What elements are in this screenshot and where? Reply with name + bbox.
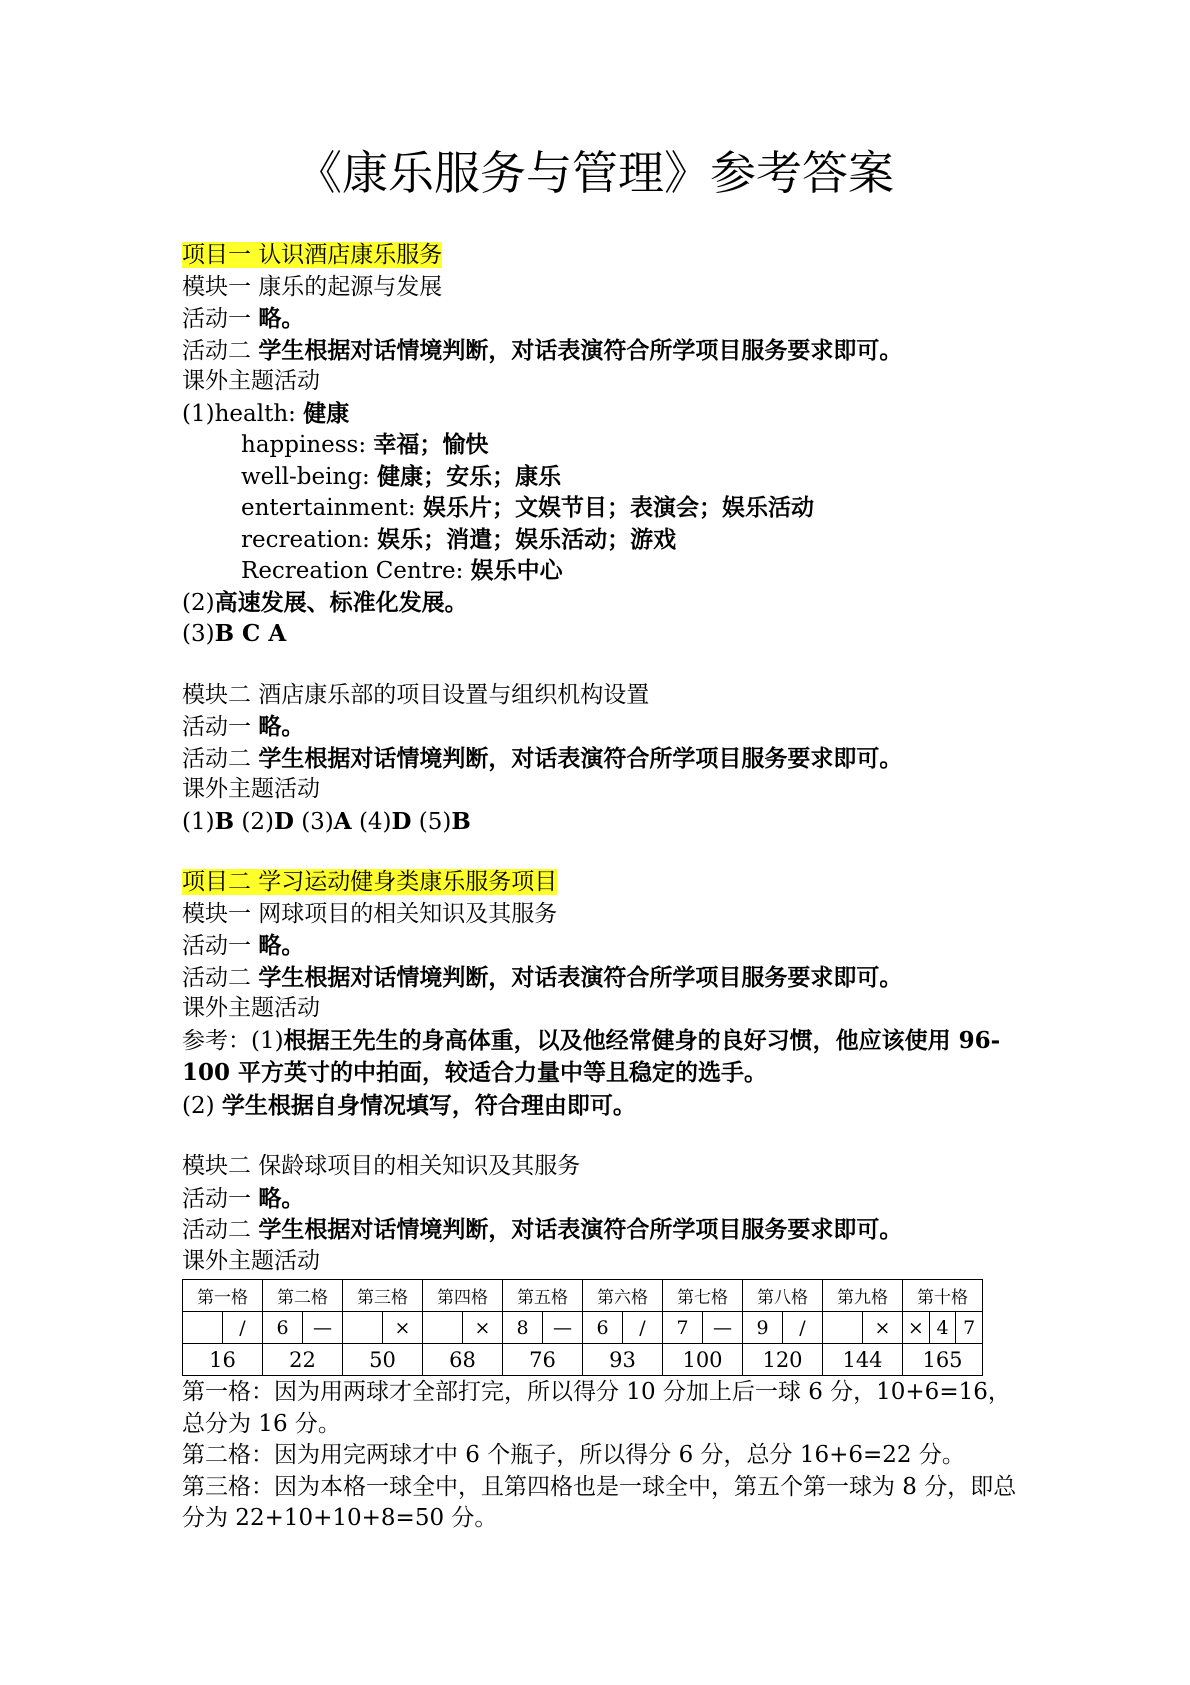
p2-module-2-title: 模块二 保龄球项目的相关知识及其服务 xyxy=(182,1153,581,1179)
ball-cell: × xyxy=(863,1312,903,1344)
reference-text: 根据王先生的身高体重，以及他经常健身的良好习惯，他应该使用 96-100 平方英寸的中拍面，较适合力量中等且稳定的选手。 xyxy=(182,1026,1001,1086)
ball-cell: 4 xyxy=(929,1312,956,1343)
ball-cell: — xyxy=(303,1312,343,1344)
answer-text: 高速发展、标准化发展。 xyxy=(214,588,468,616)
ball-cell: × xyxy=(383,1312,423,1344)
term-zh: 健康 xyxy=(303,399,350,427)
score-cell: 93 xyxy=(583,1344,663,1376)
term-line xyxy=(182,524,1022,556)
cumulative-score-row xyxy=(183,1344,1063,1376)
question-number: (2) xyxy=(182,1092,222,1119)
activity-answer: 学生根据对话情境判断，对话表演符合所学项目服务要求即可。 xyxy=(258,1216,903,1243)
term-zh: 娱乐中心 xyxy=(470,557,563,584)
explanation-paragraph: 第二格：因为用完两球才中 6 个瓶子，所以得分 6 分，总分 16+6=22 分。 xyxy=(182,1442,965,1468)
frame-header: 第五格 xyxy=(503,1280,583,1312)
activity-answer: 略。 xyxy=(258,713,305,740)
question-number: (2) xyxy=(234,808,274,835)
term-en: recreation: xyxy=(241,526,378,553)
frame-header: 第四格 xyxy=(423,1280,503,1312)
ball-cell: 9 xyxy=(743,1312,783,1344)
question-number: (5) xyxy=(411,808,452,835)
score-cell: 120 xyxy=(743,1344,823,1376)
answer-letter: A xyxy=(333,807,352,835)
score-cell: 68 xyxy=(423,1344,503,1376)
p1-module-2-title: 模块二 酒店康乐部的项目设置与组织机构设置 xyxy=(182,681,650,708)
answer-letter: B xyxy=(451,807,471,835)
ball-cell: 8 xyxy=(503,1312,543,1344)
score-cell: 16 xyxy=(183,1344,263,1376)
frame-header: 第二格 xyxy=(263,1280,343,1312)
project-1-heading xyxy=(182,240,1022,272)
term-en: well-being: xyxy=(241,463,378,490)
document-title: 《康乐服务与管理》参考答案 xyxy=(296,146,894,200)
answer-text: B C A xyxy=(214,620,287,647)
activity-answer: 略。 xyxy=(258,305,305,332)
activity-answer: 略。 xyxy=(258,932,305,959)
answer-letter: D xyxy=(391,807,412,835)
ball-cell: 6 xyxy=(263,1312,303,1344)
p2-module-1-title: 模块一 网球项目的相关知识及其服务 xyxy=(182,900,558,927)
p2-m1-activity-2 xyxy=(182,962,1022,994)
term-zh: 健康；安乐；康乐 xyxy=(377,462,562,490)
score-cell: 22 xyxy=(263,1344,343,1376)
bowling-score-table xyxy=(182,1279,1063,1376)
term-zh: 幸福；愉快 xyxy=(373,431,489,458)
p2-m2-extra-activity: 课外主题活动 xyxy=(182,1247,320,1274)
term-en: Recreation Centre: xyxy=(241,558,471,584)
tenth-frame-balls xyxy=(903,1312,983,1344)
p1-m1-q2 xyxy=(182,587,1022,619)
frame-header-row xyxy=(183,1280,1063,1312)
explanation-paragraph: 第一格：因为用两球才全部打完，所以得分 10 分加上后一球 6 分，10+6=16，总分为 16 分。 xyxy=(182,1379,1011,1437)
question-number: (4) xyxy=(351,808,392,835)
document-body xyxy=(182,240,1022,1535)
p1-m2-activity-2 xyxy=(182,743,1022,775)
term-en: health: xyxy=(214,400,304,427)
frame-header: 第一格 xyxy=(183,1280,263,1312)
question-number: (1) xyxy=(182,400,215,427)
project-2-heading-text: 项目二 学习运动健身类康乐服务项目 xyxy=(182,869,558,895)
frame-header: 第八格 xyxy=(743,1280,823,1312)
p1-m2-activity-1 xyxy=(182,711,1022,743)
activity-label: 活动一 xyxy=(182,714,259,740)
ball-cell xyxy=(423,1312,463,1344)
term-line xyxy=(182,461,1022,493)
ball-cell: / xyxy=(223,1312,263,1344)
activity-answer: 略。 xyxy=(258,1184,305,1212)
p2-m1-activity-1 xyxy=(182,930,1022,962)
p1-m2-extra-activity: 课外主题活动 xyxy=(182,776,320,802)
activity-label: 活动一 xyxy=(182,306,259,332)
activity-label: 活动二 xyxy=(182,337,259,364)
ball-cell: × xyxy=(907,1316,924,1339)
p1-m1-activity-2 xyxy=(182,335,1022,367)
p1-m1-activity-1 xyxy=(182,303,1022,335)
ball-cell: / xyxy=(623,1312,663,1344)
question-number: (3) xyxy=(182,621,215,647)
activity-answer: 学生根据对话情境判断，对话表演符合所学项目服务要求即可。 xyxy=(258,744,903,772)
score-cell: 100 xyxy=(663,1344,743,1376)
p2-m2-activity-2 xyxy=(182,1214,1022,1246)
activity-answer: 学生根据对话情境判断，对话表演符合所学项目服务要求即可。 xyxy=(258,963,903,991)
term-en: entertainment: xyxy=(241,495,423,521)
term-line xyxy=(182,398,1022,430)
p1-module-1-title: 模块一 康乐的起源与发展 xyxy=(182,273,443,300)
p1-m1-q3 xyxy=(182,618,1022,650)
p2-m1-reference xyxy=(182,1025,1022,1090)
question-number: (3) xyxy=(293,808,334,835)
term-zh: 娱乐；消遣；娱乐活动；游戏 xyxy=(377,525,677,553)
frame-header: 第七格 xyxy=(663,1280,743,1312)
ball-cell: — xyxy=(543,1312,583,1344)
activity-label: 活动二 xyxy=(182,964,259,991)
term-line xyxy=(182,555,1022,587)
p2-m2-activity-1 xyxy=(182,1183,1022,1215)
term-en: happiness: xyxy=(241,432,374,458)
frame-header: 第十格 xyxy=(903,1280,983,1312)
p1-m2-answers xyxy=(182,806,1022,838)
ball-cell: / xyxy=(783,1312,823,1344)
activity-label: 活动二 xyxy=(182,745,259,772)
ball-cell xyxy=(183,1312,223,1344)
ball-marks-row xyxy=(183,1312,1063,1344)
question-number: (2) xyxy=(182,589,215,616)
question-number: (1) xyxy=(182,808,215,835)
activity-answer: 学生根据对话情境判断，对话表演符合所学项目服务要求即可。 xyxy=(258,336,903,364)
term-line xyxy=(182,429,1022,461)
ball-cell: 7 xyxy=(663,1312,703,1344)
p1-m1-extra-activity: 课外主题活动 xyxy=(182,368,320,394)
reference-prefix: 参考：(1) xyxy=(182,1027,284,1054)
frame-header: 第六格 xyxy=(583,1280,663,1312)
ball-cell: × xyxy=(463,1312,503,1344)
p2-m1-extra-activity: 课外主题活动 xyxy=(182,995,320,1021)
score-cell: 144 xyxy=(823,1344,903,1376)
frame-header: 第三格 xyxy=(343,1280,423,1312)
term-zh: 娱乐片；文娱节目；表演会；娱乐活动 xyxy=(422,494,814,521)
answer-text: 学生根据自身情况填写，符合理由即可。 xyxy=(221,1091,636,1119)
frame-header: 第九格 xyxy=(823,1280,903,1312)
activity-label: 活动二 xyxy=(182,1217,259,1243)
ball-cell: 6 xyxy=(583,1312,623,1344)
score-cell: 50 xyxy=(343,1344,423,1376)
activity-label: 活动一 xyxy=(182,1185,259,1212)
p2-m1-q2 xyxy=(182,1090,1022,1122)
explanation-paragraph: 第三格：因为本格一球全中，且第四格也是一球全中，第五个第一球为 8 分，即总分为 22+10+10+8=50 分。 xyxy=(182,1473,1017,1531)
term-line xyxy=(182,492,1022,524)
ball-cell: — xyxy=(703,1312,743,1344)
project-1-heading-text: 项目一 认识酒店康乐服务 xyxy=(182,242,443,268)
activity-label: 活动一 xyxy=(182,933,259,959)
score-cell: 165 xyxy=(903,1344,983,1376)
ball-cell: 7 xyxy=(955,1312,982,1343)
project-2-heading xyxy=(182,867,1022,899)
ball-cell xyxy=(343,1312,383,1344)
ball-cell xyxy=(823,1312,863,1344)
answer-letter: D xyxy=(273,807,294,835)
score-cell: 76 xyxy=(503,1344,583,1376)
answer-letter: B xyxy=(214,807,235,835)
